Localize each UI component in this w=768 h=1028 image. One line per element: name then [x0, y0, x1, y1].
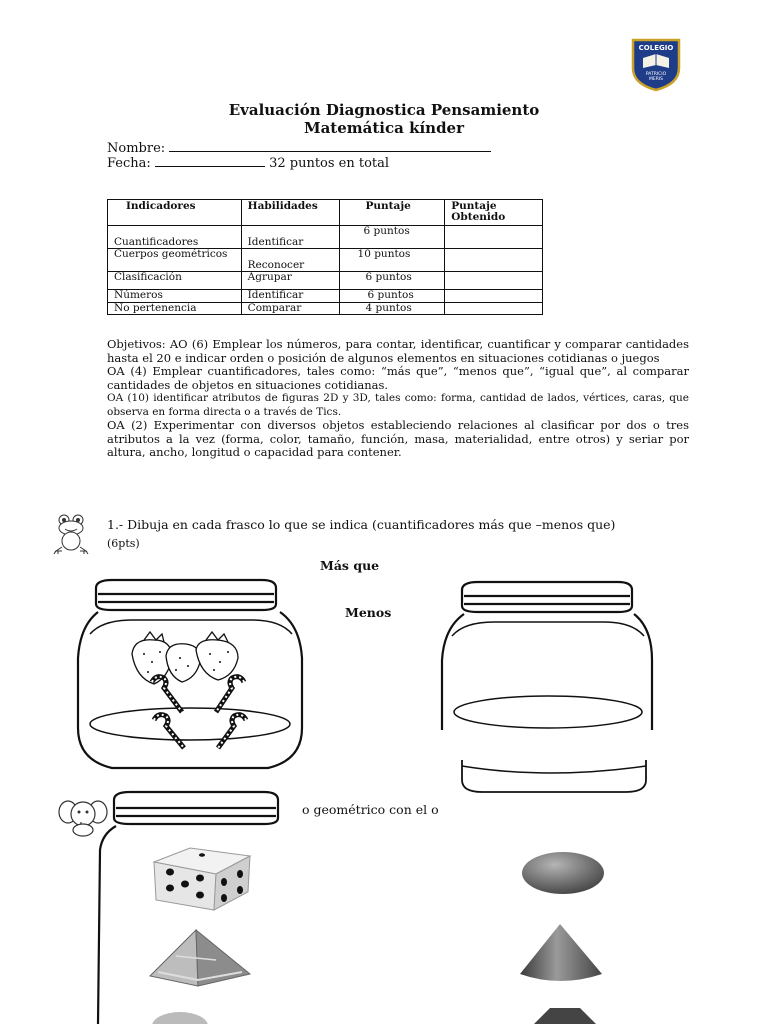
- total-points: 32 puntos en total: [269, 156, 390, 171]
- skill-cell: Identificar: [241, 226, 339, 249]
- header-indicators: Indicadores: [108, 200, 242, 226]
- question-1-number: 1.-: [107, 517, 124, 532]
- skill-cell: Comparar: [241, 303, 339, 315]
- document-title-line1: Evaluación Diagnostica Pensamiento: [228, 101, 540, 119]
- skill-cell: Reconocer: [241, 249, 339, 272]
- sphere-icon: [520, 850, 606, 896]
- logo-text-3: MERIS: [648, 77, 664, 82]
- question-1: [107, 517, 615, 533]
- points-cell: 4 puntos: [339, 303, 445, 315]
- document-title-line2: Matemática kínder: [303, 119, 465, 137]
- partial-prism-icon: [524, 1004, 604, 1024]
- logo-text-1: COLEGIO: [638, 44, 674, 52]
- indicator-cell: Cuerpos geométricos: [108, 249, 242, 272]
- objective-oa4: OA (4) Emplear cuantificadores, tales como: “más que”, “menos que”, “igual que”, al comparar cantidades de objetos en situaciones cotidianas.: [107, 364, 689, 392]
- cone-icon: [516, 922, 606, 986]
- indicator-cell: Cuantificadores: [108, 226, 242, 249]
- points-cell: 10 puntos: [339, 249, 445, 272]
- name-label: Nombre:: [107, 141, 166, 156]
- question-2-partial-text: o geométrico con el o: [302, 802, 439, 817]
- jar-more[interactable]: [72, 578, 308, 776]
- obtained-cell[interactable]: [445, 226, 543, 249]
- partial-shape-icon: [150, 1008, 210, 1024]
- indicators-table: [107, 199, 543, 315]
- obtained-cell[interactable]: [445, 249, 543, 272]
- skill-cell: Agrupar: [241, 272, 339, 290]
- date-line: [107, 154, 389, 172]
- table-row: [108, 303, 543, 315]
- objective-oa2: OA (2) Experimentar con diversos objetos estableciendo relaciones al clasificar por dos o tres atributos a la vez (forma, color, tamaño, función, masa, materialidad, entre otros) y seriar por altura, ancho, longitud o capacidad para contener.: [107, 418, 689, 459]
- date-blank[interactable]: [155, 154, 265, 167]
- objectives-section: [107, 338, 689, 460]
- jar-less[interactable]: [434, 580, 660, 798]
- skill-cell: Identificar: [241, 290, 339, 303]
- objective-ao6: Objetivos: AO (6) Emplear los números, para contar, identificar, cuantificar y comparar cantidades hasta el 20 e indicar orden o posición de algunos elementos en situaciones cotidianas o juegos: [107, 337, 689, 365]
- objective-oa10: OA (10) identificar atributos de figuras 2D y 3D, tales como: forma, cantidad de lados, vértices, caras, que observa en forma directa o a través de Tics.: [107, 392, 689, 418]
- logo-text-2: PATRICIO: [645, 72, 667, 77]
- table-row: [108, 226, 543, 249]
- candy-canes-drawing: [152, 677, 246, 748]
- table-row: [108, 249, 543, 272]
- indicator-cell: No pertenencia: [108, 303, 242, 315]
- pyramid-icon: [146, 926, 254, 990]
- question-1-points: (6pts): [107, 537, 140, 550]
- table-header-row: [108, 200, 543, 226]
- table-row: [108, 272, 543, 290]
- school-logo: [631, 38, 681, 92]
- name-blank[interactable]: [169, 139, 491, 152]
- strawberries-drawing: [132, 632, 238, 684]
- indicator-cell: Clasificación: [108, 272, 242, 290]
- date-label: Fecha:: [107, 156, 151, 171]
- indicator-cell: Números: [108, 290, 242, 303]
- label-menos: Menos: [345, 605, 392, 620]
- obtained-cell[interactable]: [445, 303, 543, 315]
- header-skills: Habilidades: [241, 200, 339, 226]
- table-row: [108, 290, 543, 303]
- frog-icon: [52, 513, 90, 555]
- points-cell: 6 puntos: [339, 226, 445, 249]
- obtained-cell[interactable]: [445, 290, 543, 303]
- label-mas-que: Más que: [320, 558, 380, 573]
- dice-icon: [150, 840, 254, 912]
- question-1-text: Dibuja en cada frasco lo que se indica (cuantificadores más que –menos que): [127, 517, 616, 532]
- obtained-cell[interactable]: [445, 272, 543, 290]
- header-obtained: Puntaje Obtenido: [445, 200, 543, 226]
- points-cell: 6 puntos: [339, 290, 445, 303]
- points-cell: 6 puntos: [339, 272, 445, 290]
- header-points: Puntaje: [339, 200, 445, 226]
